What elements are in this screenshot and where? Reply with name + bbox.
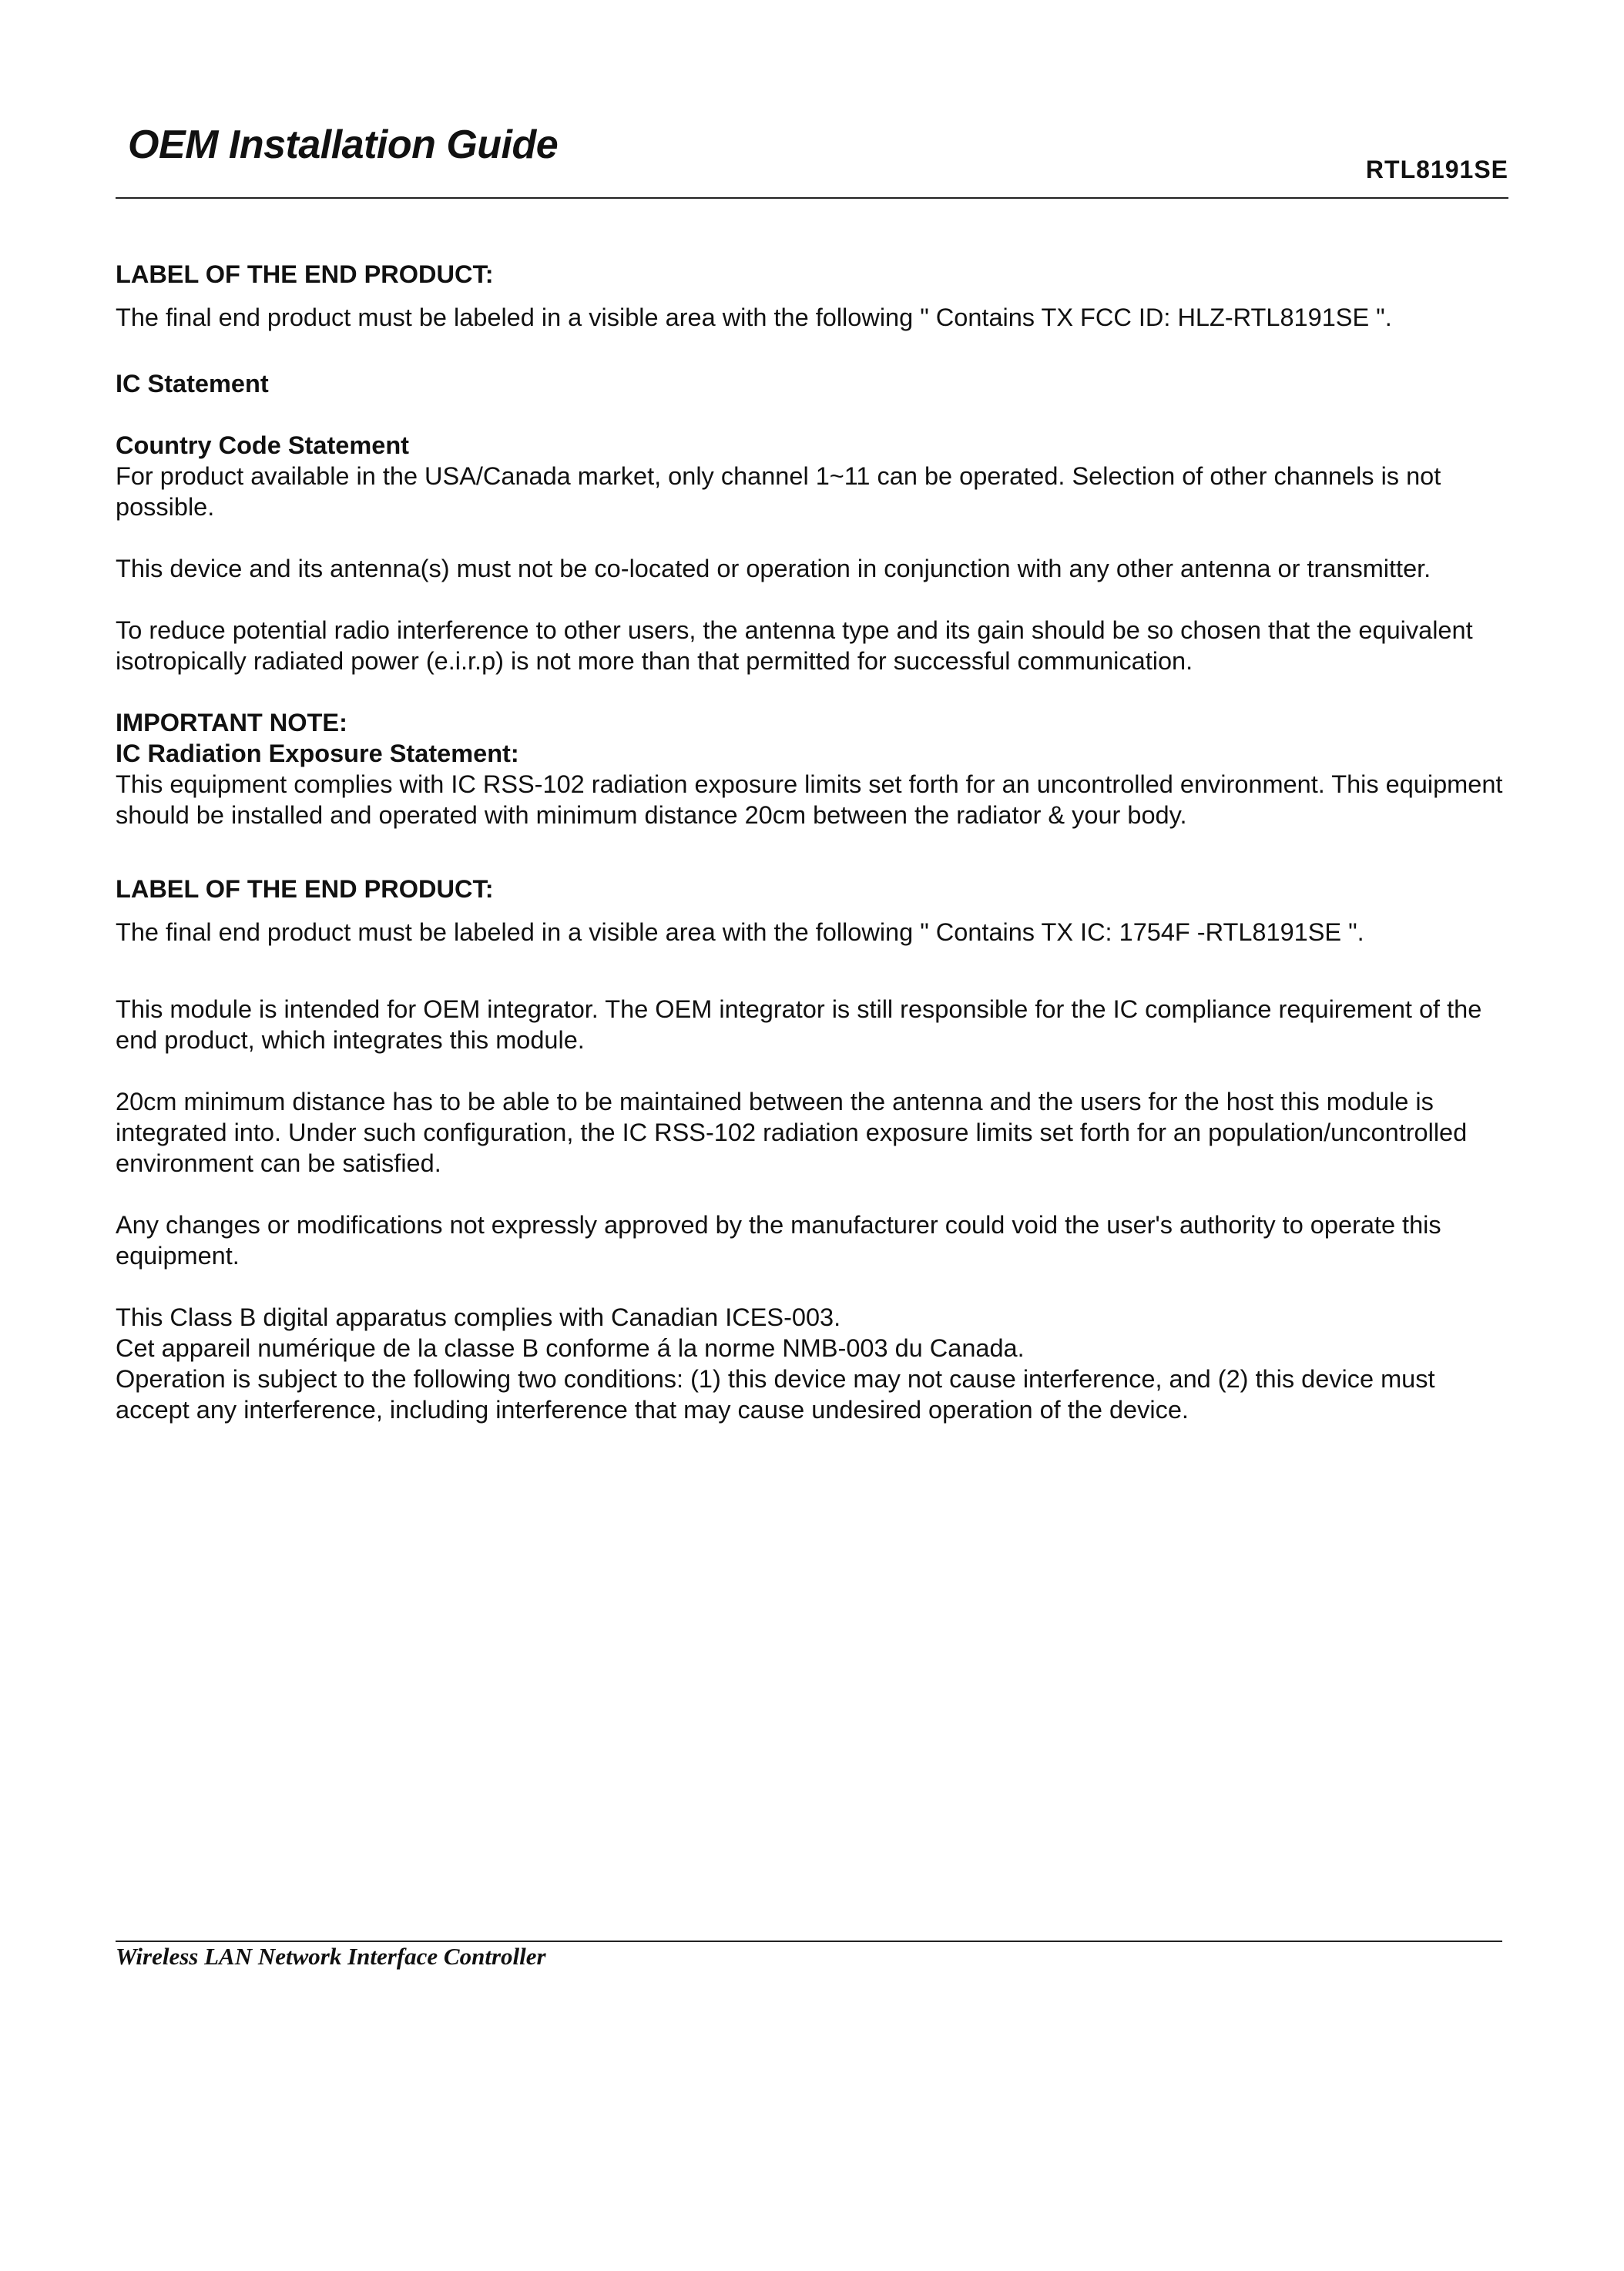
country-code-text: For product available in the USA/Canada market, only channel 1~11 can be operated. Selection of other channels is not possible.	[116, 462, 1441, 521]
radiation-exposure-text: This equipment complies with IC RSS-102 radiation exposure limits set forth for an uncontrolled environment. This equipment should be installed and operated with minimum distance 20cm between the radiator & your body.	[116, 770, 1503, 829]
header-divider	[116, 197, 1508, 199]
fcc-label-text: The final end product must be labeled in a visible area with the following " Contains TX FCC ID: HLZ-RTL8191SE ".	[116, 304, 1392, 331]
oem-module-text: This module is intended for OEM integrator. The OEM integrator is still responsible for the IC compliance requirement of the end product, which integrates this module.	[116, 995, 1482, 1054]
interference-text: To reduce potential radio interference to other users, the antenna type and its gain should be so chosen that the equivalent isotropically radiated power (e.i.r.p) is not more than that permitted for successful communication.	[116, 616, 1473, 675]
colocation-text: This device and its antenna(s) must not be co-located or operation in conjunction with any other antenna or transmitter.	[116, 555, 1431, 582]
ic-statement-heading: IC Statement	[116, 370, 269, 398]
class-b-french-text: Cet appareil numérique de la classe B conforme á la norme NMB-003 du Canada.	[116, 1334, 1025, 1362]
ic-label-text: The final end product must be labeled in a visible area with the following " Contains TX IC: 1754F -RTL8191SE ".	[116, 918, 1364, 946]
minimum-distance-text: 20cm minimum distance has to be able to be maintained between the antenna and the users for the host this module is integrated into. Under such configuration, the IC RSS-102 radiation exposure limits set forth for an population/uncontrolled environment can be satisfied.	[116, 1088, 1468, 1177]
document-title: OEM Installation Guide	[128, 122, 559, 167]
modifications-text: Any changes or modifications not expressly approved by the manufacturer could void the user's authority to operate this equipment.	[116, 1211, 1441, 1270]
footer-title: Wireless LAN Network Interface Controller	[116, 1943, 546, 1970]
ic-label-heading: LABEL OF THE END PRODUCT:	[116, 875, 494, 903]
fcc-label-heading: LABEL OF THE END PRODUCT:	[116, 260, 494, 288]
radiation-exposure-heading: IC Radiation Exposure Statement:	[116, 740, 519, 767]
country-code-heading: Country Code Statement	[116, 431, 410, 459]
operation-conditions-text: Operation is subject to the following two conditions: (1) this device may not cause interference, and (2) this device must accept any interference, including interference that may cause undesired operation of the device.	[116, 1365, 1435, 1424]
class-b-text: This Class B digital apparatus complies with Canadian ICES-003.	[116, 1303, 841, 1331]
model-number: RTL8191SE	[1365, 156, 1508, 183]
document-body	[116, 259, 1510, 1425]
footer-divider	[116, 1941, 1502, 1942]
important-note-heading: IMPORTANT NOTE:	[116, 709, 347, 736]
